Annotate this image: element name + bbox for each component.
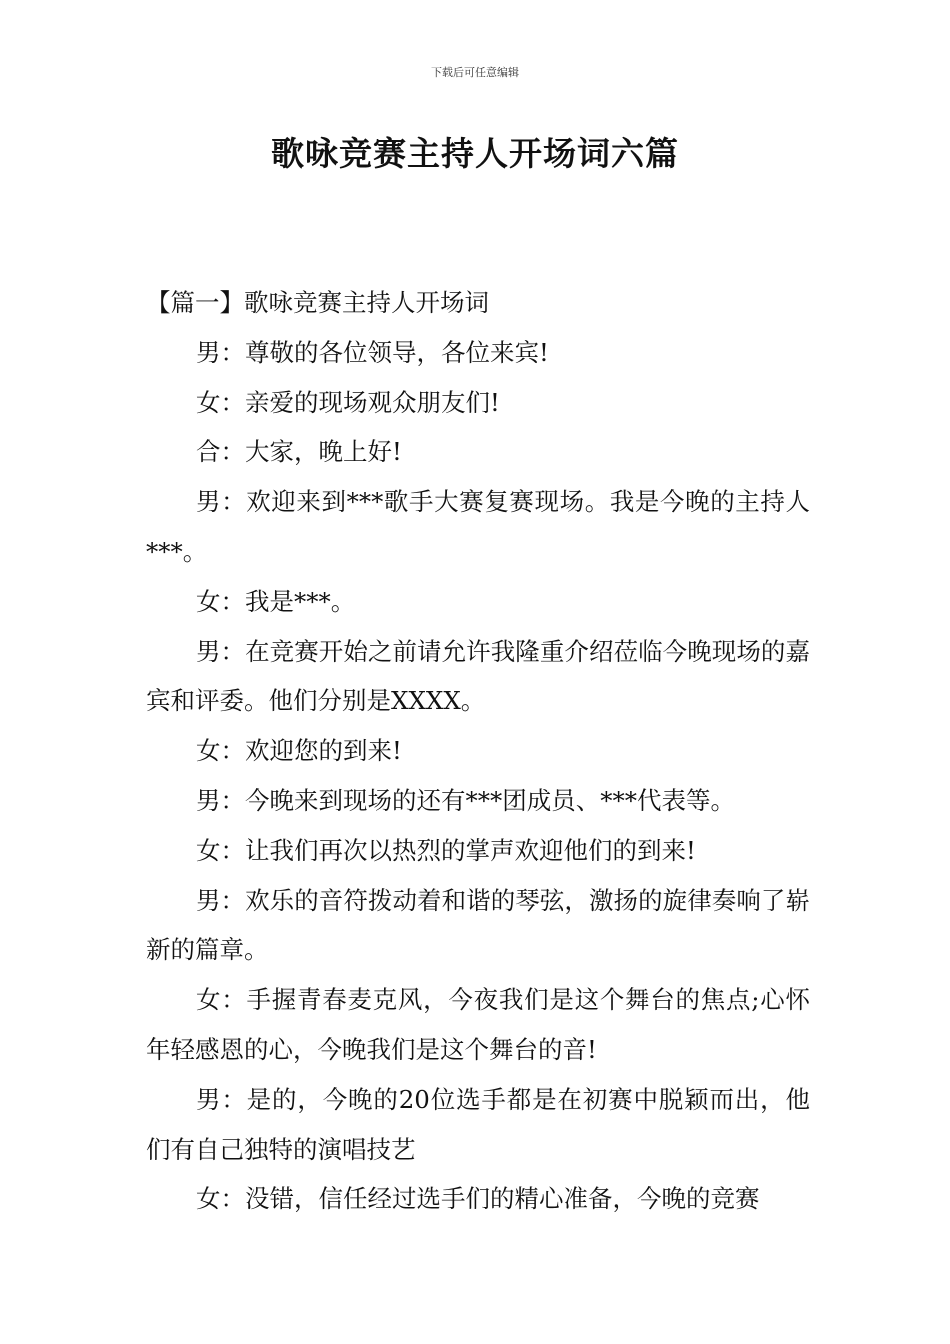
paragraph: 男：在竞赛开始之前请允许我隆重介绍莅临今晚现场的嘉宾和评委。他们分别是XXXX。 bbox=[146, 636, 810, 716]
paragraph: 女：让我们再次以热烈的掌声欢迎他们的到来! bbox=[196, 835, 696, 865]
paragraph: 女：欢迎您的到来! bbox=[196, 736, 402, 766]
paragraph: 合：大家，晚上好! bbox=[196, 437, 402, 467]
paragraph: 女：亲爱的现场观众朋友们! bbox=[196, 387, 500, 417]
paragraph: 男：是的，今晚的20位选手都是在初赛中脱颖而出，他们有自己独特的演唱技艺 bbox=[146, 1084, 810, 1164]
paragraph: 男：欢迎来到***歌手大赛复赛现场。我是今晚的主持人***。 bbox=[146, 487, 810, 566]
paragraph: 男：今晚来到现场的还有***团成员、***代表等。 bbox=[196, 785, 735, 815]
page-title: 歌咏竞赛主持人开场词六篇 bbox=[271, 134, 679, 173]
paragraph: 女：我是***。 bbox=[196, 586, 356, 616]
section-heading: 【篇一】歌咏竞赛主持人开场词 bbox=[146, 288, 489, 317]
paragraph: 女：手握青春麦克风，今夜我们是这个舞台的焦点;心怀年轻感恩的心，今晚我们是这个舞台的音! bbox=[146, 985, 810, 1064]
header-note: 下载后可任意编辑 bbox=[431, 66, 519, 79]
document-body bbox=[146, 278, 810, 1224]
paragraph: 女：没错，信任经过选手们的精心准备，今晚的竞赛 bbox=[196, 1184, 760, 1214]
paragraph: 男：欢乐的音符拨动着和谐的琴弦，激扬的旋律奏响了崭新的篇章。 bbox=[146, 885, 810, 965]
paragraph: 男：尊敬的各位领导，各位来宾! bbox=[196, 337, 549, 367]
